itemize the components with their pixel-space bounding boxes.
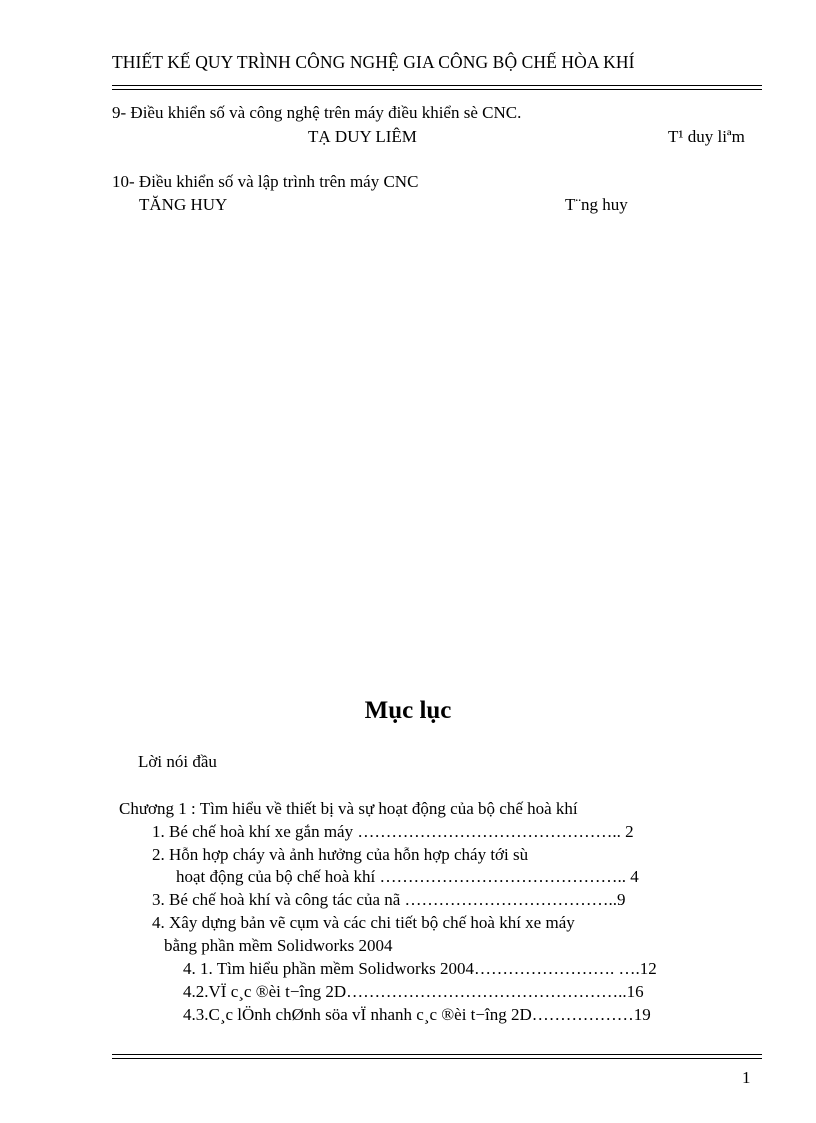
toc-item-1: 1. Bé chế hoà khí xe gắn máy ……………………………………….. 2 bbox=[152, 822, 634, 841]
page-header-title: THIẾT KẾ QUY TRÌNH CÔNG NGHỆ GIA CÔNG BỘ CHẾ HÒA KHÍ bbox=[112, 52, 635, 72]
toc-item-4-2: 4.2.VÏ c¸c ®èi t−îng 2D…………………………………………..16 bbox=[183, 982, 644, 1001]
page-number: 1 bbox=[742, 1068, 751, 1087]
footer-rule-bottom bbox=[112, 1058, 762, 1059]
toc-item-4-1: 4. 1. Tìm hiểu phần mềm Solidworks 2004……………………. ….12 bbox=[183, 959, 657, 978]
reference-9-title: 9- Điều khiển số và công nghệ trên máy điều khiển sè CNC. bbox=[112, 103, 522, 122]
reference-10-title: 10- Điều khiển số và lập trình trên máy CNC bbox=[112, 172, 419, 191]
toc-item-2: 2. Hỗn hợp cháy và ảnh hưởng của hỗn hợp cháy tới sù bbox=[152, 845, 529, 864]
toc-item-2-cont: hoạt động của bộ chế hoà khí …………………………………….. 4 bbox=[176, 867, 639, 886]
header-rule-bottom bbox=[112, 89, 762, 90]
toc-item-4-3: 4.3.C¸c lÖnh chØnh söa vÏ nhanh c¸c ®èi t−îng 2D………………19 bbox=[183, 1005, 651, 1024]
reference-10-author-alt: T¨ng huy bbox=[565, 195, 628, 214]
reference-10-author: TĂNG HUY bbox=[139, 195, 228, 214]
toc-item-3: 3. Bé chế hoà khí và công tác của nã ………………………………..9 bbox=[152, 890, 626, 909]
toc-item-4-cont: bằng phần mềm Solidworks 2004 bbox=[164, 936, 393, 955]
reference-9-author-alt: T¹ duy liªm bbox=[668, 127, 745, 146]
toc-item-4: 4. Xây dựng bản vẽ cụm và các chi tiết bộ chế hoà khí xe máy bbox=[152, 913, 575, 932]
toc-preface: Lời nói đầu bbox=[138, 752, 217, 771]
header-rule-top bbox=[112, 85, 762, 86]
reference-9-author: TẠ DUY LIÊM bbox=[308, 127, 417, 146]
toc-chapter-1: Chương 1 : Tìm hiểu về thiết bị và sự hoạt động của bộ chế hoà khí bbox=[119, 799, 578, 818]
toc-title: Mục lục bbox=[364, 697, 452, 724]
footer-rule-top bbox=[112, 1054, 762, 1055]
